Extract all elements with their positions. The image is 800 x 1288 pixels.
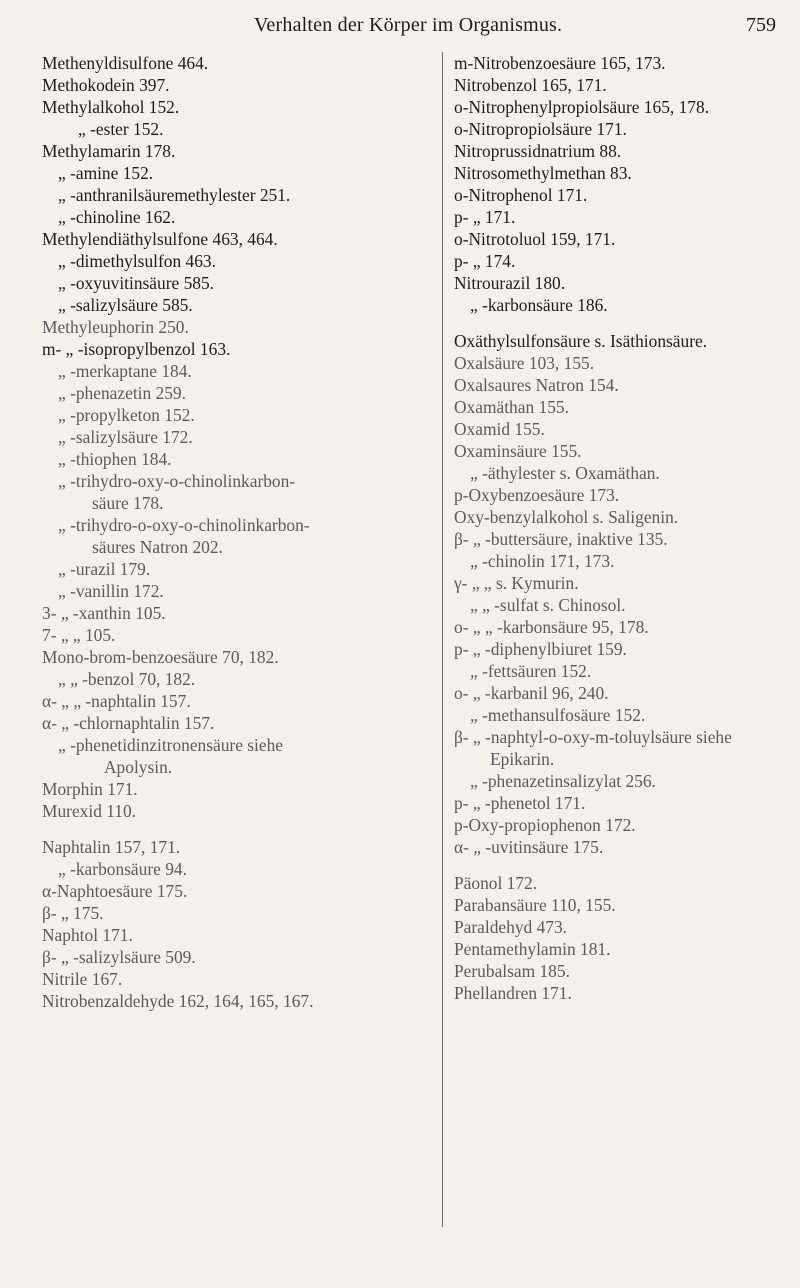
index-entry: α- „ -chlornaphtalin 157. — [42, 713, 215, 733]
index-entry: Oxamid 155. — [454, 419, 545, 439]
index-entry: „ -trihydro-oxy-o-chinolinkarbon- — [58, 471, 296, 491]
index-entry: Oxalsäure 103, 155. — [454, 353, 595, 373]
index-entry: 7- „ „ 105. — [42, 625, 116, 645]
running-title: Verhalten der Körper im Organismus. — [254, 14, 563, 36]
index-entry: Nitroprussidnatrium 88. — [454, 141, 622, 161]
index-entry: „ -phenazetinsalizylat 256. — [470, 771, 656, 791]
index-entry: Perubalsam 185. — [454, 961, 570, 981]
index-entry: β- „ -buttersäure, inaktive 135. — [454, 529, 668, 549]
index-entry: Oxäthylsulfonsäure s. Isäthionsäure. — [454, 331, 708, 351]
page-number: 759 — [746, 14, 776, 36]
index-entry: o- „ -karbanil 96, 240. — [454, 683, 609, 703]
index-entry: Parabansäure 110, 155. — [454, 895, 616, 915]
index-entry: säures Natron 202. — [92, 537, 223, 557]
index-entry: „ -thiophen 184. — [58, 449, 172, 469]
index-entry: „ -karbonsäure 94. — [58, 859, 187, 879]
index-entry: p- „ -diphenylbiuret 159. — [454, 639, 627, 659]
page-header — [0, 4, 800, 38]
index-entry: Phellandren 171. — [454, 983, 572, 1003]
index-entry: „ -methansulfosäure 152. — [470, 705, 646, 725]
index-entry: „ -anthranilsäuremethylester 251. — [58, 185, 291, 205]
index-entry: Naphtalin 157, 171. — [42, 837, 181, 857]
index-entry: Apolysin. — [104, 757, 173, 777]
index-entry: Naphtol 171. — [42, 925, 133, 945]
index-column-right — [454, 52, 794, 1004]
index-entry: Oxaminsäure 155. — [454, 441, 582, 461]
index-entry: „ -fettsäuren 152. — [470, 661, 592, 681]
index-entry: „ -amine 152. — [58, 163, 154, 183]
index-entry: o-Nitrophenol 171. — [454, 185, 588, 205]
index-entry: Murexid 110. — [42, 801, 137, 821]
index-entry: „ -ester 152. — [78, 119, 164, 139]
index-entry: m- „ -isopropylbenzol 163. — [42, 339, 231, 359]
index-entry: Pentamethylamin 181. — [454, 939, 611, 959]
index-entry: Nitrobenzol 165, 171. — [454, 75, 607, 95]
index-entry: p- „ -phenetol 171. — [454, 793, 586, 813]
index-entry: Methyleuphorin 250. — [42, 317, 189, 337]
index-entry: „ -propylketon 152. — [58, 405, 195, 425]
column-divider — [442, 52, 443, 1227]
index-entry: „ -phenazetin 259. — [58, 383, 186, 403]
index-entry: Oxamäthan 155. — [454, 397, 569, 417]
index-entry: „ -merkaptane 184. — [58, 361, 192, 381]
index-entry: „ -oxyuvitinsäure 585. — [58, 273, 214, 293]
index-entry: säure 178. — [92, 493, 164, 513]
index-entry: Paraldehyd 473. — [454, 917, 568, 937]
index-entry: p-Oxy-propiophenon 172. — [454, 815, 636, 835]
index-entry: p- „ 171. — [454, 207, 516, 227]
index-entry: Methenyldisulfone 464. — [42, 53, 209, 73]
index-entry: Methokodein 397. — [42, 75, 170, 95]
index-entry: m-Nitrobenzoesäure 165, 173. — [454, 53, 666, 73]
index-entry: „ „ -sulfat s. Chinosol. — [470, 595, 626, 615]
index-entry: o-Nitropropiolsäure 171. — [454, 119, 627, 139]
index-entry: o-Nitrotoluol 159, 171. — [454, 229, 616, 249]
index-entry: „ „ -benzol 70, 182. — [58, 669, 196, 689]
index-entry: Epikarin. — [490, 749, 555, 769]
index-entry: „ -salizylsäure 172. — [58, 427, 193, 447]
index-entry: Nitrile 167. — [42, 969, 123, 989]
index-entry: p- „ 174. — [454, 251, 516, 271]
index-entry: α- „ „ -naphtalin 157. — [42, 691, 191, 711]
index-entry: o- „ „ -karbonsäure 95, 178. — [454, 617, 649, 637]
index-entry: Oxalsaures Natron 154. — [454, 375, 619, 395]
index-entry: γ- „ „ s. Kymurin. — [454, 573, 579, 593]
index-entry: „ -salizylsäure 585. — [58, 295, 193, 315]
index-entry: „ -urazil 179. — [58, 559, 151, 579]
index-entry: o-Nitrophenylpropiolsäure 165, 178. — [454, 97, 710, 117]
index-entry: Methylamarin 178. — [42, 141, 176, 161]
index-entry: „ -vanillin 172. — [58, 581, 164, 601]
index-entry: p-Oxybenzoesäure 173. — [454, 485, 620, 505]
index-entry: Nitrosomethylmethan 83. — [454, 163, 632, 183]
index-entry: Mono-brom-benzoesäure 70, 182. — [42, 647, 279, 667]
index-entry: Päonol 172. — [454, 873, 538, 893]
index-entry: „ -chinoline 162. — [58, 207, 176, 227]
index-entry: Nitrobenzaldehyde 162, 164, 165, 167. — [42, 991, 314, 1011]
index-entry: „ -phenetidinzitronensäure siehe — [58, 735, 284, 755]
index-entry: Oxy-benzylalkohol s. Saligenin. — [454, 507, 679, 527]
index-entry: β- „ -naphtyl-o-oxy-m-toluylsäure siehe — [454, 727, 732, 747]
index-entry: „ -äthylester s. Oxamäthan. — [470, 463, 660, 483]
index-entry: „ -trihydro-o-oxy-o-chinolinkarbon- — [58, 515, 310, 535]
index-entry: Methylendiäthylsulfone 463, 464. — [42, 229, 278, 249]
index-entry: β- „ -salizylsäure 509. — [42, 947, 196, 967]
index-entry: α- „ -uvitinsäure 175. — [454, 837, 604, 857]
index-entry: Nitrourazil 180. — [454, 273, 566, 293]
index-entry: α-Naphtoesäure 175. — [42, 881, 188, 901]
index-column-left — [42, 52, 432, 1012]
index-entry: „ -dimethylsulfon 463. — [58, 251, 216, 271]
index-entry: Methylalkohol 152. — [42, 97, 180, 117]
index-entry: „ -karbonsäure 186. — [470, 295, 608, 315]
index-entry: β- „ 175. — [42, 903, 104, 923]
index-entry: „ -chinolin 171, 173. — [470, 551, 615, 571]
index-entry: 3- „ -xanthin 105. — [42, 603, 166, 623]
index-entry: Morphin 171. — [42, 779, 138, 799]
